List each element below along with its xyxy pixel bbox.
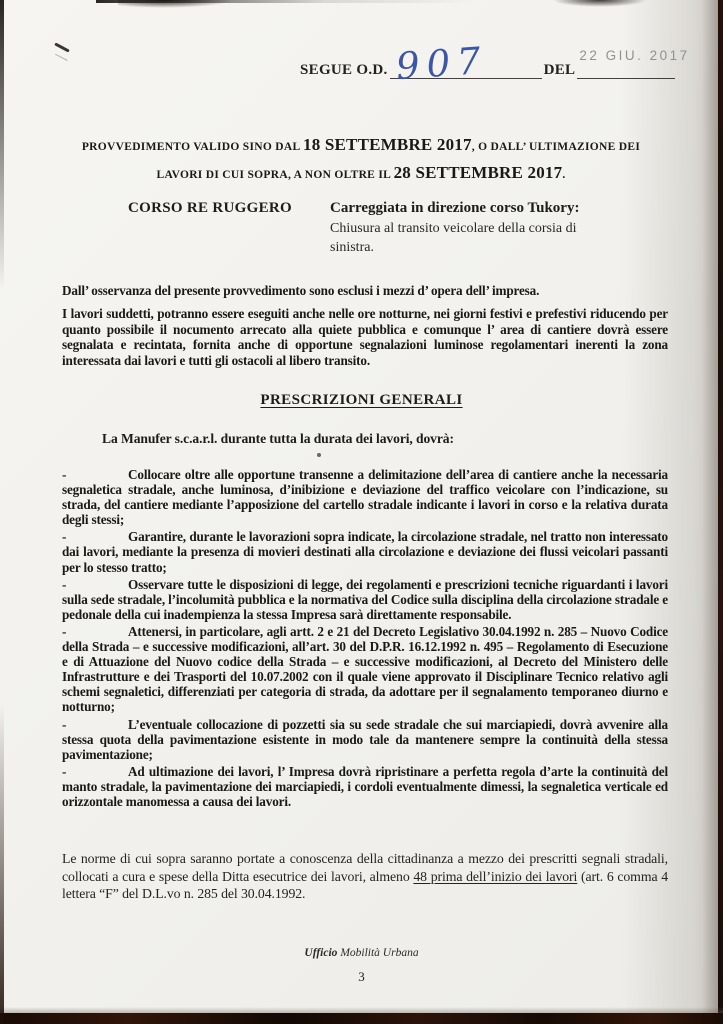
list-item — [62, 577, 668, 622]
street-description — [330, 200, 622, 258]
del-label: DEL — [543, 62, 576, 78]
validity-statement — [58, 131, 664, 186]
scan-artifact-top-right-smudge — [552, 0, 647, 7]
list-item-dash: - — [62, 467, 67, 482]
validity-period: . — [562, 168, 566, 181]
street-section — [128, 200, 622, 258]
handwritten-od-number: 907 — [394, 38, 489, 89]
list-item-text: Ad ultimazione dei lavori, l’ Impresa dovrà ripristinare a perfetta regola d’arte la continuità del manto stradale, la pavimentazione dei marciapiedi, i cordoli eventualmente dimessi, la segnaletica verticale ed orizzontale manomessa a causa dei lavori. — [62, 763, 668, 809]
prescriptions-heading: PRESCRIZIONI GENERALI — [260, 392, 463, 408]
list-item-dash: - — [62, 716, 67, 732]
list-item — [62, 717, 668, 762]
date-stamp: 22 GIU. 2017 — [579, 48, 690, 63]
list-item-text: Osservare tutte le disposizioni di legge, dei regolamenti e prescrizioni tecniche riguardanti i lavori sulla sede stradale, l’incolumità pubblica e la normativa del Codice sulla disciplina della circolazione stradale e pedonale della cui inadempienza la stessa Impresa sarà direttamente responsabile. — [62, 576, 668, 622]
validity-start-date: 18 SETTEMBRE 2017 — [303, 135, 472, 154]
final-notice-before: Le norme di cui sopra saranno portate a conoscenza della cittadinanza a mezzo dei prescritti segnali stradali, collocati a cura e spese della Ditta esecutrice dei lavori, almeno — [62, 851, 668, 884]
prescriptions-list — [62, 467, 668, 811]
segue-od-label: SEGUE O.D. — [300, 62, 388, 78]
scan-artifact-right-shadow — [702, 0, 718, 1024]
street-closure: Chiusura al transito veicolare della corsia di sinistra. — [330, 221, 577, 255]
scan-artifact-pen-mark — [54, 42, 70, 52]
exclusion-paragraph: Dall’ osservanza del presente provvedimento sono esclusi i mezzi d’ opera dell’ impresa. — [62, 283, 540, 298]
od-header-row — [300, 38, 690, 89]
list-item-text: Attenersi, in particolare, agli artt. 2 e 21 del Decreto Legislativo 30.04.1992 n. 285 – Nuovo Codice della Strada – e successive modificazioni, all’art. 30 del D.P.R. 16.12.1992 n. 495 – Regolamento di Esecuzione e di Attuazione del Nuovo codice della Strada – e successive modificazioni, al Decreto del Ministero delle Infrastrutture e dei Trasporti del 10.07.2002 con il quale viene approvato il Disciplinare Tecnico relativo agli schemi segnaletici, differenziati per categoria di strada, da adottare per il segnalamento temporaneo diurno e notturno; — [62, 623, 668, 715]
validity-end-date: 28 SETTEMBRE 2017 — [393, 162, 563, 182]
final-notice-paragraph — [62, 850, 668, 903]
scan-artifact-left-edge-top — [0, 0, 4, 290]
od-number-blank-line — [390, 38, 542, 89]
final-notice-after: (art. 6 comma 4 lettera “F” del D.L.vo n. 285 del 30.04.1992. — [62, 868, 668, 902]
scan-artifact-right-edge — [718, 0, 723, 1024]
list-item-dash: - — [62, 576, 67, 592]
night-works-paragraph: I lavori suddetti, potranno essere eseguiti anche nelle ore notturne, nei giorni festivi e prefestivi riducendo per quanto possibile il nocumento arrecato alla quiete pubblica e comunque l’ area di cantiere dovrà essere segnalata e recintata, fornita anche di opportune segnalazioni luminose regolamentari inerenti la zona interessata dai lavori e tutti gli ostacoli al libero transito. — [62, 306, 668, 368]
scan-artifact-bottom-edge — [0, 1013, 723, 1024]
scan-artifact-top-blob — [118, 0, 233, 8]
body-paragraphs — [62, 283, 668, 368]
prescriptions-intro: La Manufer s.c.a.r.l. durante tutta la durata dei lavori, dovrà: — [102, 431, 454, 446]
list-item-text: L’eventuale collocazione di pozzetti sia su sede stradale che sui marciapiedi, dovrà avvenire alla stessa quota della pavimentazione esistente in modo tale da mantenere sempre la continuità della stessa pavimentazione; — [62, 716, 668, 762]
list-item — [62, 529, 668, 574]
final-notice-underlined: 48 prima dell’inizio dei lavori — [413, 868, 578, 884]
footer-office-rest: Mobilità Urbana — [337, 947, 419, 959]
scan-artifact-speck — [317, 453, 321, 457]
scan-artifact-left-edge-bottom — [0, 704, 4, 1024]
list-item-dash: - — [62, 529, 67, 545]
street-direction: Carreggiata in direzione corso Tukory: — [330, 200, 580, 216]
list-item-text: Garantire, durante le lavorazioni sopra indicate, la circolazione stradale, nel tratto non interessato dai lavori, mediante la presenza di movieri destinati alla circolazione e deviazione dei flussi veicolari passanti per lo stesso tratto; — [62, 529, 668, 575]
street-name: CORSO RE RUGGERO — [128, 200, 292, 216]
validity-text-part1: PROVVEDIMENTO VALIDO SINO DAL — [81, 141, 303, 153]
list-item — [62, 467, 668, 527]
footer-office-name — [0, 947, 723, 959]
date-blank-line — [577, 48, 690, 79]
page-number: 3 — [358, 969, 365, 984]
list-item — [62, 624, 668, 715]
list-item-dash: - — [62, 623, 67, 639]
validity-text-part2: , O DALL’ ULTIMAZIONE DEI LAVORI DI CUI SOPRA, A NON OLTRE IL — [156, 141, 641, 181]
list-item-dash: - — [62, 763, 67, 779]
list-item-text: Collocare oltre alle opportune transenne a delimitazione dell’area di cantiere anche la necessaria segnaletica stradale, anche luminosa, d’inibizione e deviazione del traffico veicolare con l’indicazione, su strada, del cantiere mediante l’apposizione del cartello stradale indicante i lavori in corso e la relativa durata degli stessi; — [62, 467, 668, 528]
footer-office-bold: Ufficio — [304, 947, 338, 959]
list-item — [62, 764, 668, 809]
